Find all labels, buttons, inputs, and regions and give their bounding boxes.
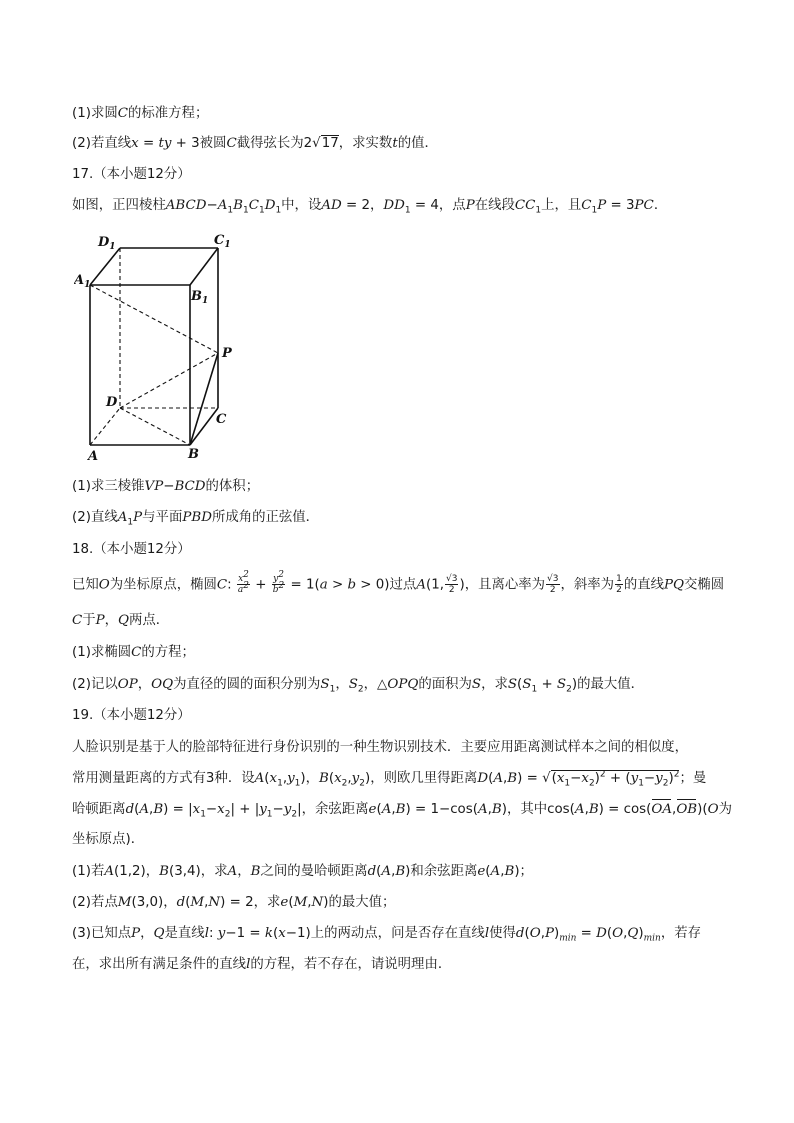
q19-stem-line-1: 人脸识别是基于人的脸部特征进行身份识别的一种生物识别技术．主要应用距离测试样本之间的相似度， <box>72 740 688 755</box>
q18-part-2: (2)记以OP，OQ为直径的圆的面积分别为$S_1$，$S_2$，△OPQ的面积为S，求$S(S_1 + S_2)$的最大值． <box>72 677 645 695</box>
label-P: P <box>222 346 232 361</box>
q19-part-3-line-1: (3)已知点P，Q是直线l: y−1 = k(x−1)上的两动点，问是否存在直线l使得$d(O,P)_{min} = D(O,Q)_{min}$，若存 <box>72 926 701 944</box>
prism-figure <box>74 230 244 465</box>
q16-part-1: (1)求圆C的标准方程； <box>72 106 209 121</box>
q19-stem-line-3: 哈顿距离$d(A,B) = |x_1-x_2| + |y_1-y_2|$，余弦距离e(A,B) = 1−cos(A,B)，其中cos(A,B) = cos(OA,OB)(O为 <box>72 802 732 820</box>
label-B1: $B_1$ <box>191 289 209 306</box>
label-C: C <box>216 412 227 427</box>
label-B: B <box>188 447 199 462</box>
q18-stem-line-2: C于P，Q两点． <box>72 613 170 628</box>
q17-stem: 如图，正四棱柱$ABCD-A_1B_1C_1D_1$中，设AD = 2，$DD_1 = 4$，点P在线段$CC_1$上，且$C_1P = 3PC$． <box>72 198 668 216</box>
q17-part-2: (2)直线$A_1P$与平面PBD所成角的正弦值． <box>72 510 320 528</box>
q19-part-1: (1)若A(1,2)，B(3,4)，求A，B之间的曼哈顿距离d(A,B)和余弦距离e(A,B)； <box>72 864 533 879</box>
q19-part-2: (2)若点M(3,0)，d(M,N) = 2，求e(M,N)的最大值； <box>72 895 396 910</box>
label-D1: $D_1$ <box>98 235 116 252</box>
q19-part-3-line-2: 在，求出所有满足条件的直线l的方程，若不存在，请说明理由． <box>72 957 452 972</box>
q18-header: 18.（本小题12分） <box>72 542 191 557</box>
q19-stem-line-2: 常用测量距离的方式有3种．设$A(x_1,y_1)$，$B(x_2,y_2)$，则欧几里得距离$D(A,B) = √(x_1-x_2)^2 + (y_1-y_2)^2$；曼 <box>72 769 707 789</box>
q18-stem-line-1: 已知O为坐标原点，椭圆C: $\frac{x^2}{a^2}$ + $\frac{y^2}{b^2}$ = 1(a > b > 0)过点A(1, $\frac{√3}{2}$ )，且离心率为 $\frac{√3}{2}$ ，斜率为 $\frac{1}{2}$ 的直线PQ交椭圆 <box>72 570 725 595</box>
q17-part-1: (1)求三棱锥VP−BCD的体积； <box>72 479 260 494</box>
q18-part-1: (1)求椭圆C的方程； <box>72 645 195 660</box>
q19-header: 19.（本小题12分） <box>72 708 191 723</box>
q16-part-2: (2)若直线x = ty + 3被圆C截得弦长为2√17，求实数t的值． <box>72 136 438 151</box>
label-C1: $C_1$ <box>214 233 231 250</box>
label-A1: $A_1$ <box>74 273 91 290</box>
q19-stem-line-4: 坐标原点)． <box>72 832 145 847</box>
label-A: A <box>88 449 99 464</box>
q17-header: 17.（本小题12分） <box>72 167 191 182</box>
label-D: D <box>106 395 118 410</box>
